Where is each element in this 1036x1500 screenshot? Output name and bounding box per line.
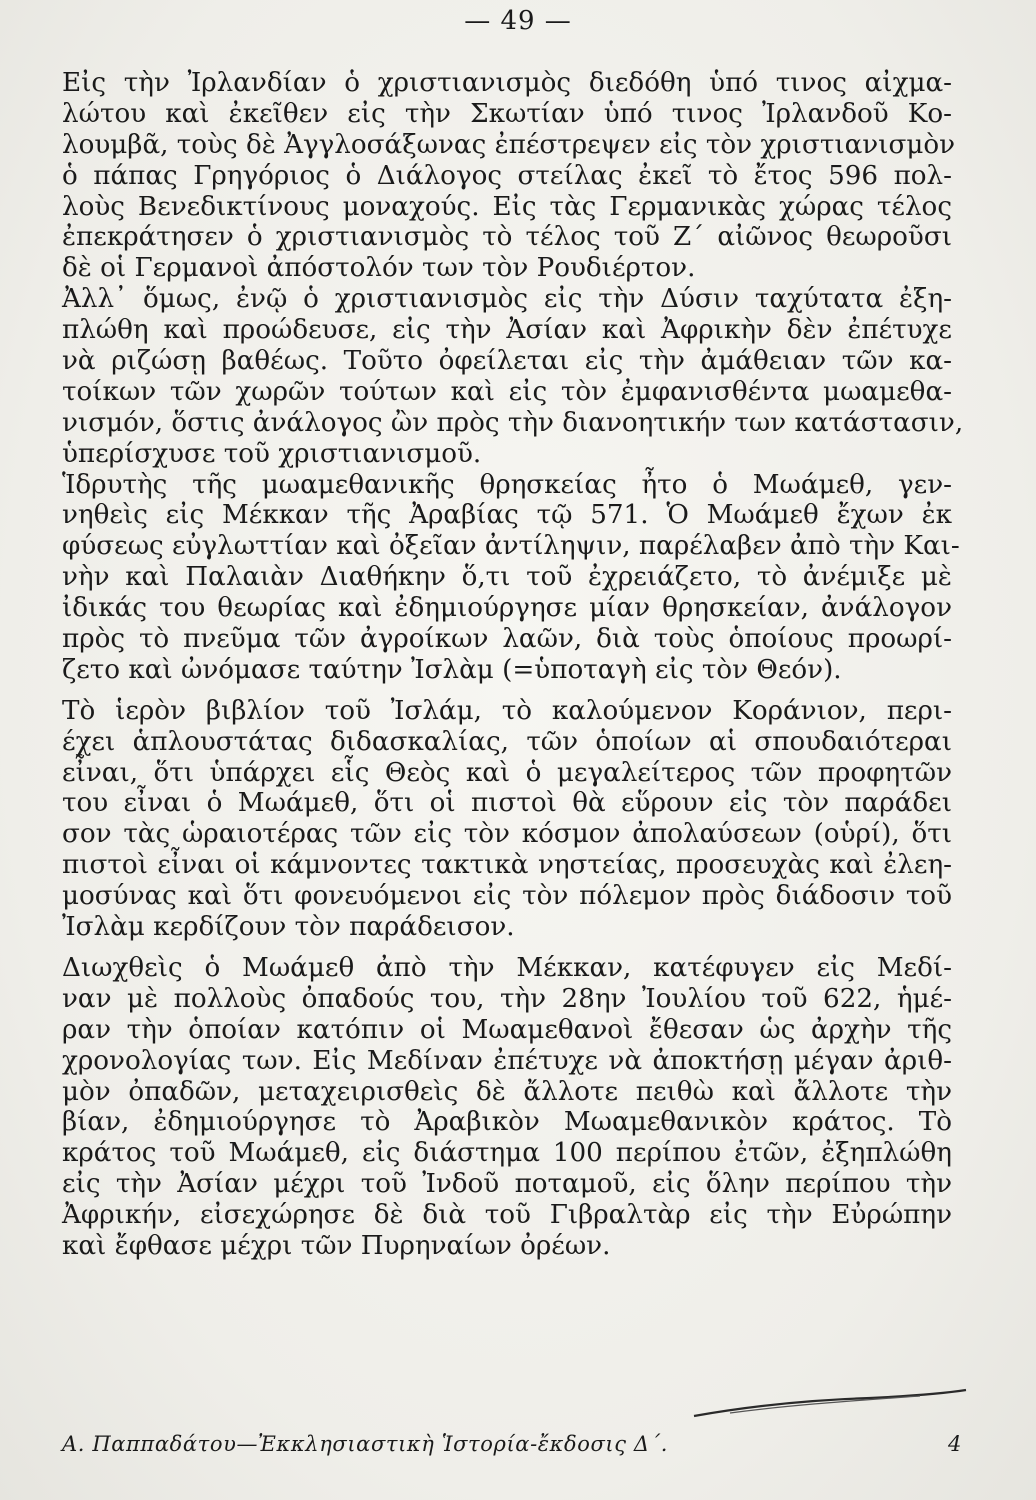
text-line: μοσύνας καὶ ὅτι φονευόμενοι εἰς τὸν πόλεμον πρὸς διάδοσιν τοῦ	[62, 881, 952, 912]
text-line: έχει ἁπλουστάτας διδασκαλίας, τῶν ὁποίων αἱ σπουδαιότεραι	[62, 726, 952, 757]
text-line: νὴν καὶ Παλαιὰν Διαθήκην ὅ,τι τοῦ ἐχρειάζετο, τὸ ἀνέμιξε μὲ	[62, 562, 952, 593]
text-line: ραν τὴν ὁποίαν κατόπιν οἱ Μωαμεθανοὶ ἔθεσαν ὡς ἀρχὴν τῆς	[62, 1014, 952, 1045]
text-line: σον τὰς ὡραιοτέρας τῶν εἰς τὸν κόσμον ἀπολαύσεων (οὑρί), ὅτι	[62, 819, 952, 850]
text-line: ὁ πάπας Γρηγόριος ὁ Διάλογος στείλας ἐκεῖ τὸ ἔτος 596 πολ-	[62, 160, 952, 191]
text-line: καὶ ἔφθασε μέχρι τῶν Πυρηναίων ὀρέων.	[62, 1230, 611, 1261]
text-line: τοίκων τῶν χωρῶν τούτων καὶ εἰς τὸν ἐμφανισθέντα μωαμεθα-	[62, 376, 952, 407]
text-line: πλώθη καὶ προώδευσε, εἰς τὴν Ἀσίαν καὶ Ἀφρικὴν δὲν ἐπέτυχε	[62, 315, 952, 346]
text-line: πιστοὶ εἶναι οἱ κάμνοντες τακτικὰ νηστείας, προσευχὰς καὶ ἐλεη-	[62, 850, 952, 881]
text-line: νὰ ριζώσῃ βαθέως. Τοῦτο ὀφείλεται εἰς τὴν ἀμάθειαν τῶν κα-	[62, 346, 952, 377]
text-line: ὑπερίσχυσε τοῦ χριστιανισμοῦ.	[62, 438, 482, 469]
text-line: μὸν ὀπαδῶν, μεταχειρισθεὶς δὲ ἄλλοτε πειθὼ καὶ ἄλλοτε τὴν	[62, 1076, 952, 1107]
text-line: λουμβᾶ, τοὺς δὲ Ἀγγλοσάξωνας ἐπέστρεψεν εἰς τὸν χριστιανισμὸν	[62, 129, 956, 160]
text-line: νηθεὶς εἰς Μέκκαν τῆς Ἀραβίας τῷ 571. Ὁ Μωάμεθ ἔχων ἐκ	[62, 500, 952, 531]
text-line: φύσεως εὐγλωττίαν καὶ ὀξεῖαν ἀντίληψιν, παρέλαβεν ἀπὸ τὴν Και-	[62, 531, 960, 562]
text-line: χρονολογίας των. Εἰς Μεδίναν ἐπέτυχε νὰ ἀποκτήσῃ μέγαν ἀριθ-	[62, 1045, 952, 1076]
text-line: λώτου καὶ ἐκεῖθεν εἰς τὴν Σκωτίαν ὑπό τινος Ἰρλανδοῦ Κο-	[62, 98, 952, 129]
pen-stroke-mark	[690, 1386, 970, 1426]
footer-citation: Α. Παππαδάτου—Ἐκκλησιαστικὴ Ἱστορία-ἔκδοσις Δ΄.	[62, 1432, 669, 1456]
text-line: ναν μὲ πολλοὺς ὀπαδούς του, τὴν 28ην Ἰουλίου τοῦ 622, ἡμέ-	[62, 983, 952, 1014]
text-line: Τὸ ἱερὸν βιβλίον τοῦ Ἰσλάμ, τὸ καλούμενον Κοράνιον, περι-	[62, 695, 952, 726]
body-text	[62, 68, 964, 1262]
text-line: Ἰσλὰμ κερδίζουν τὸν παράδεισον.	[62, 912, 515, 943]
paragraph	[62, 68, 956, 284]
paragraph	[62, 953, 952, 1262]
text-line: πρὸς τὸ πνεῦμα τῶν ἀγροίκων λαῶν, διὰ τοὺς ὁποίους προωρί-	[62, 624, 952, 655]
text-line: του εἶναι ὁ Μωάμεθ, ὅτι οἱ πιστοὶ θὰ εὕρουν εἰς τὸν παράδει	[62, 788, 952, 819]
paragraph	[62, 469, 960, 686]
text-line: Ἀφρικήν, εἰσεχώρησε δὲ διὰ τοῦ Γιβραλτὰρ εἰς τὴν Εὐρώπην	[62, 1200, 952, 1231]
text-line: βίαν, ἐδημιούργησε τὸ Ἀραβικὸν Μωαμεθανικὸν κράτος. Τὸ	[62, 1107, 952, 1138]
text-line: λοὺς Βενεδικτίνους μοναχούς. Εἰς τὰς Γερμανικὰς χώρας τέλος	[62, 191, 952, 222]
text-line: κράτος τοῦ Μωάμεθ, εἰς διάστημα 100 περίπου ἐτῶν, ἐξηπλώθη	[62, 1138, 952, 1169]
paragraph	[62, 284, 964, 469]
text-line: ἐπεκράτησεν ὁ χριστιανισμὸς τὸ τέλος τοῦ Ζ΄ αἰῶνος θεωροῦσι	[62, 222, 952, 253]
text-line: ζετο καὶ ὠνόμασε ταύτην Ἰσλὰμ (=ὑποταγὴ εἰς τὸν Θεόν).	[62, 654, 842, 685]
page-number: — 49 —	[464, 6, 572, 36]
text-line: δὲ οἱ Γερμανοὶ ἀπόστολόν των τὸν Ρουδιέρτον.	[62, 253, 696, 284]
footer-signature-number: 4	[948, 1432, 962, 1456]
text-line: νισμόν, ὅστις ἀνάλογος ὢν πρὸς τὴν διανοητικήν των κατάστασιν,	[62, 407, 964, 438]
text-line: εἶναι, ὅτι ὑπάρχει εἷς Θεὸς καὶ ὁ μεγαλείτερος τῶν προφητῶν	[62, 757, 952, 788]
text-line: Ἱδρυτὴς τῆς μωαμεθανικῆς θρησκείας ἦτο ὁ Μωάμεθ, γεν-	[62, 469, 952, 500]
text-line: Εἰς τὴν Ἰρλανδίαν ὁ χριστιανισμὸς διεδόθη ὑπό τινος αἰχμα-	[62, 68, 952, 98]
paragraph	[62, 696, 952, 943]
text-line: ἰδικάς του θεωρίας καὶ ἐδημιούργησε μίαν θρησκείαν, ἀνάλογον	[62, 593, 952, 624]
text-line: Ἀλλ᾿ ὅμως, ἐνῷ ὁ χριστιανισμὸς εἰς τὴν Δύσιν ταχύτατα ἐξη-	[62, 284, 952, 315]
text-line: εἰς τὴν Ἀσίαν μέχρι τοῦ Ἰνδοῦ ποταμοῦ, εἰς ὅλην περίπου τὴν	[62, 1169, 952, 1200]
text-line: Διωχθεὶς ὁ Μωάμεθ ἀπὸ τὴν Μέκκαν, κατέφυγεν εἰς Μεδί-	[62, 952, 952, 983]
